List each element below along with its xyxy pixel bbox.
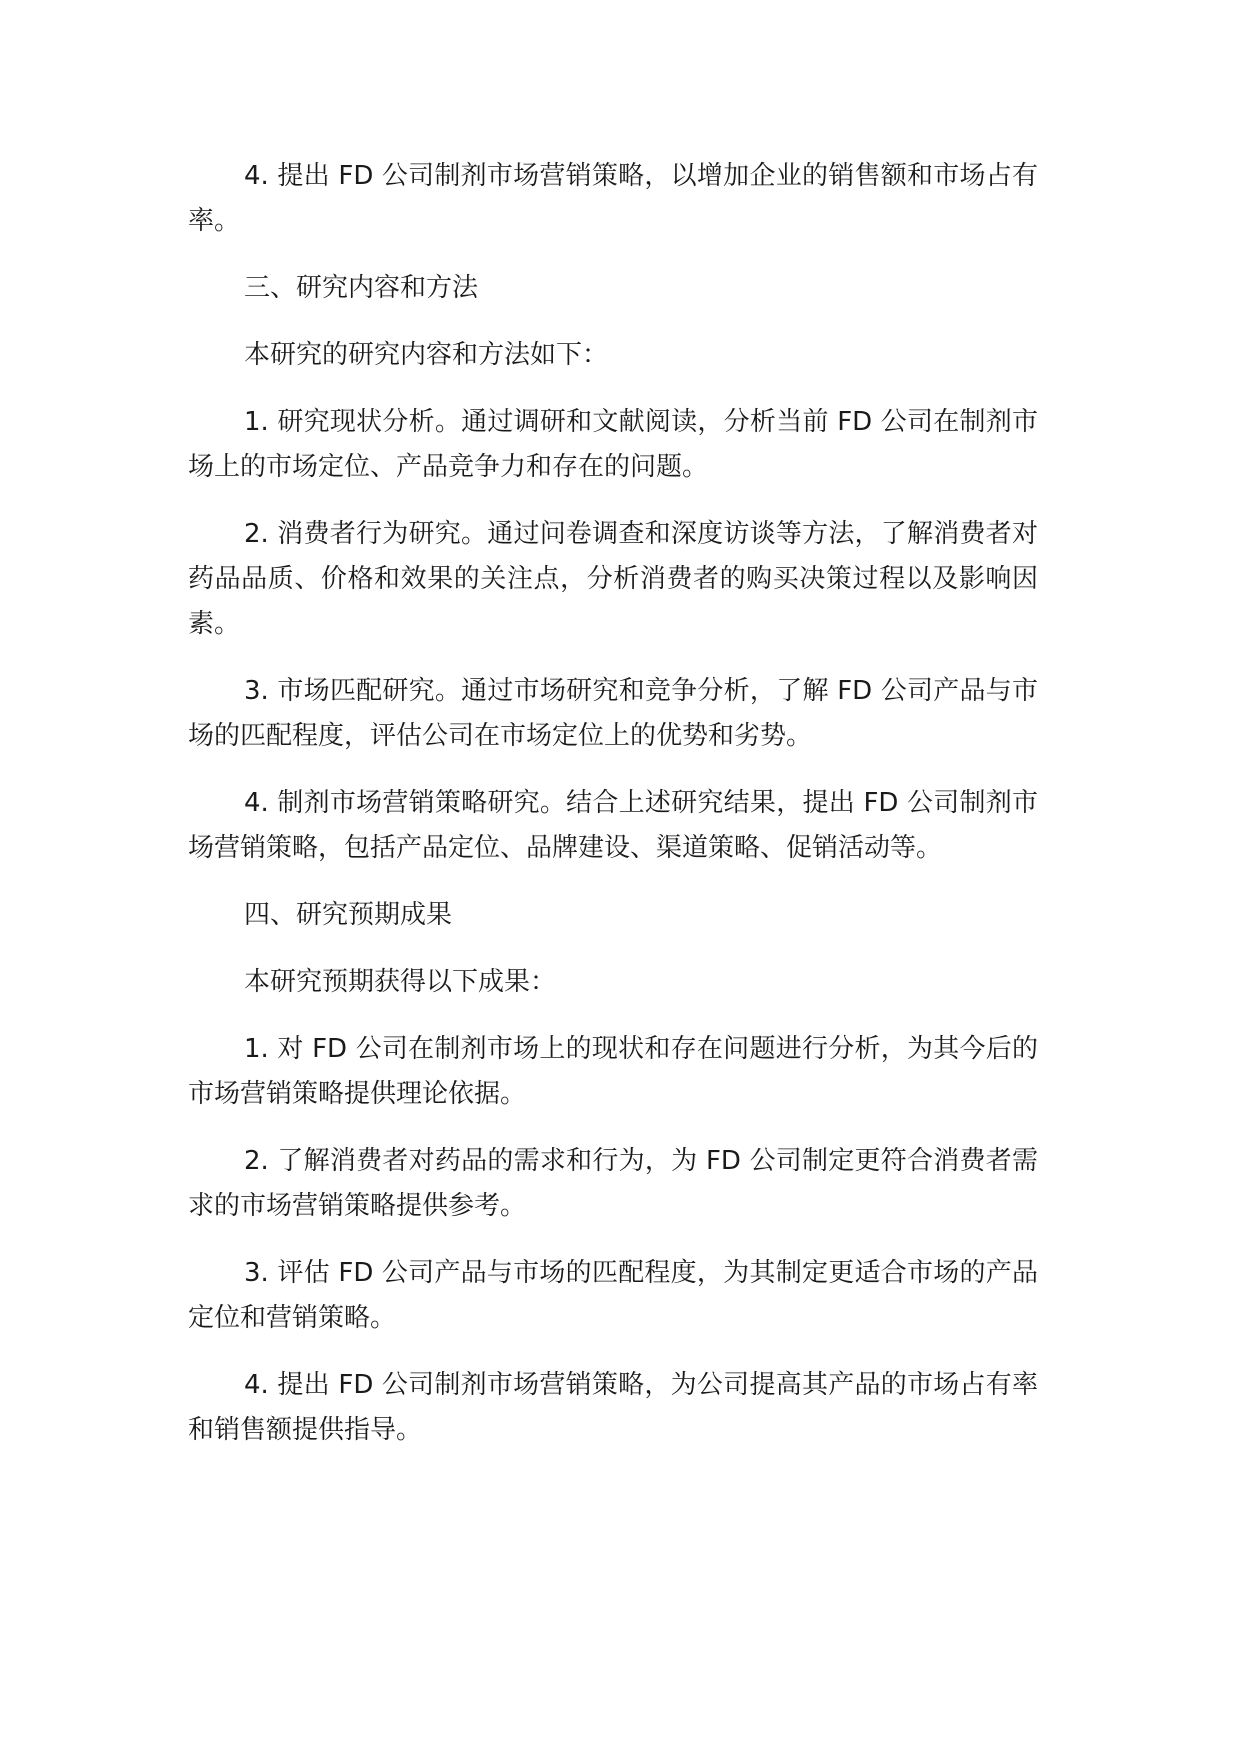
paragraph-method-4: 4. 制剂市场营销策略研究。结合上述研究结果，提出 FD 公司制剂市场营销策略，包括产品定位、品牌建设、渠道策略、促销活动等。	[188, 788, 1038, 863]
paragraph-intro-outcomes: 本研究预期获得以下成果：	[244, 967, 557, 997]
document-body	[188, 154, 1038, 1475]
paragraph-outcome-3: 3. 评估 FD 公司产品与市场的匹配程度，为其制定更适合市场的产品定位和营销策略。	[188, 1258, 1038, 1333]
paragraph-method-2: 2. 消费者行为研究。通过问卷调查和深度访谈等方法，了解消费者对药品品质、价格和效果的关注点，分析消费者的购买决策过程以及影响因素。	[188, 519, 1038, 639]
paragraph-method-3: 3. 市场匹配研究。通过市场研究和竞争分析，了解 FD 公司产品与市场的匹配程度，评估公司在市场定位上的优势和劣势。	[188, 676, 1038, 751]
paragraph-intro-methods: 本研究的研究内容和方法如下：	[244, 340, 609, 370]
paragraph-outcome-2: 2. 了解消费者对药品的需求和行为，为 FD 公司制定更符合消费者需求的市场营销策略提供参考。	[188, 1146, 1038, 1221]
paragraph-objective-4: 4. 提出 FD 公司制剂市场营销策略，以增加企业的销售额和市场占有率。	[188, 161, 1038, 236]
paragraph-method-1: 1. 研究现状分析。通过调研和文献阅读，分析当前 FD 公司在制剂市场上的市场定位、产品竞争力和存在的问题。	[188, 407, 1038, 482]
section-heading-4: 四、研究预期成果	[244, 900, 453, 930]
paragraph-outcome-4: 4. 提出 FD 公司制剂市场营销策略，为公司提高其产品的市场占有率和销售额提供指导。	[188, 1370, 1038, 1445]
paragraph-outcome-1: 1. 对 FD 公司在制剂市场上的现状和存在问题进行分析，为其今后的市场营销策略提供理论依据。	[188, 1034, 1038, 1109]
section-heading-3: 三、研究内容和方法	[244, 273, 479, 303]
